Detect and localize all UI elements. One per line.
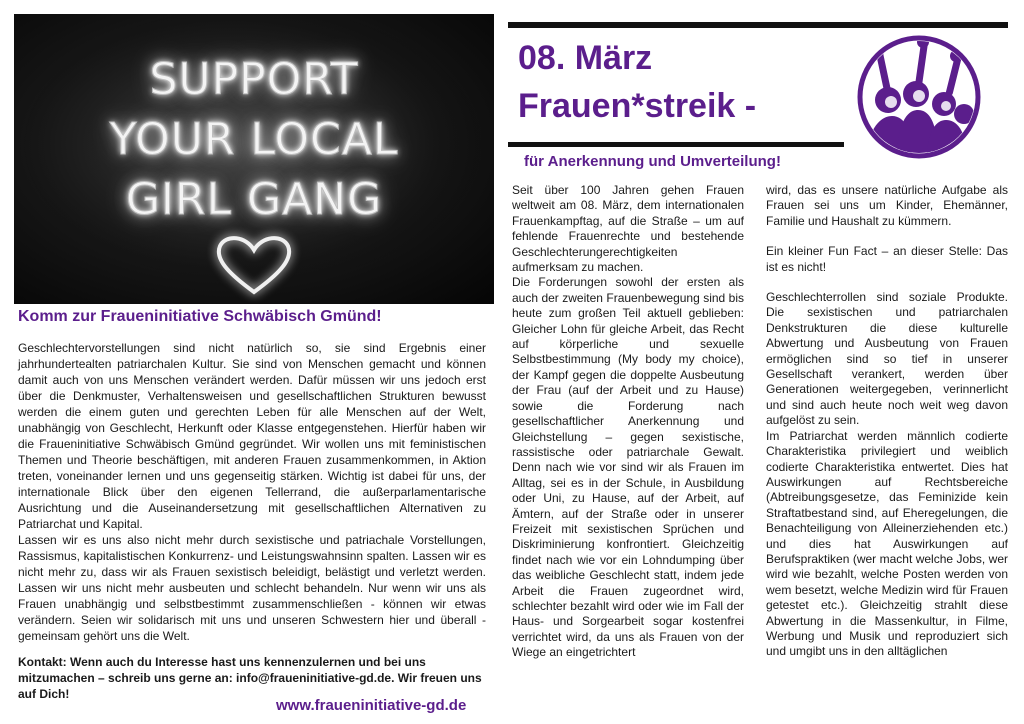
right-column bbox=[766, 183, 1008, 660]
neon-text-line-2: YOUR LOCAL bbox=[109, 114, 399, 165]
contact-text: Kontakt: Wenn auch du Interesse hast uns kennenzulernen und bei uns mitzumachen – schreib uns gerne an: info@fraueninitiative-gd.de. Wir freuen uns auf Dich! bbox=[18, 655, 482, 701]
website-link[interactable]: www.fraueninitiative-gd.de bbox=[276, 697, 467, 714]
middle-paragraph-1: Seit über 100 Jahren gehen Frauen weltweit am 08. März, dem internationalen Frauenkampftag, auf die Straße – um auf fehlende Frauenrechte und bestehende Geschlechterungerechtigkeiten aufmerksam zu machen. bbox=[512, 183, 744, 275]
neon-heart-icon bbox=[14, 14, 494, 304]
right-paragraph-2: Ein kleiner Fun Fact – an dieser Stelle: Das ist es nicht! bbox=[766, 244, 1008, 274]
right-paragraph-3: Geschlechterrollen sind soziale Produkte. Die sexistischen und patriarchalen Denkstrukturen die diese kulturelle Abwertung und Ausbeutung von Frauen ermöglichen sind so tief in unserer Gesellschaft verankert, werden über Generationen weitergegeben, verinnerlicht und sind auch heute noch weit weg davon aufgelöst zu sein. bbox=[766, 290, 1008, 428]
page-title bbox=[518, 34, 756, 130]
middle-column bbox=[512, 183, 744, 661]
title-line-1: 08. März bbox=[518, 39, 653, 77]
left-paragraph-2: Lassen wir es uns also nicht mehr durch sexistische und patriachale Vorstellungen, Rassismus, kapitalistischen Konkurrenz- und Leistungswahnsinn spalten. Lassen wir es nicht mehr zu, dass wir als Frauen sexistisch beleidigt, belästigt und verletzt werden. Lassen wir uns nicht mehr ausbeuten und schlecht behandeln. Nur wenn wir uns als Frauen unabhängig und selbstbestimmt zusammenschließen - können wir etwas verändern. Seien wir solidarisch mit uns und unseren Schwestern hier und überall - gemeinsam gehört uns die Welt. bbox=[18, 533, 486, 643]
neon-text-line-1: SUPPORT bbox=[149, 54, 359, 105]
top-rule bbox=[508, 22, 1008, 28]
left-body bbox=[18, 340, 486, 644]
raised-fists-women-logo bbox=[846, 34, 992, 160]
left-heading: Komm zur Fraueninitiative Schwäbisch Gmünd! bbox=[18, 308, 382, 325]
middle-paragraph-2: Die Forderungen sowohl der ersten als auch der zweiten Frauenbewegung sind bis heute zum großen Teil aktuell geblieben: Gleicher Lohn für gleiche Arbeit, das Recht auf körperliche und sexuelle Selbstbestimmung (My body my choice), der Kampf gegen die doppelte Ausbeutung der Frau (auf der Arbeit und zu Hause) sowie die Forderung nach gesellschaftlicher Anerkennung und Gleichstellung – gegen sexistische, rassistische oder patriarchale Gewalt. Denn nach wie vor sind wir als Frauen im Alltag, sei es in der Schule, in Ausbildung oder Uni, zu Hause, auf der Arbeit, auf Ämtern, auf der Straße oder in unserer Freizeit mit sexistischen Sprüchen und Diskriminierung konfrontiert. Gleichzeitig findet nach wie vor ein Lohndumping über das weibliche Geschlecht statt, indem jede Arbeit die Frauen zugeordnet wird, schlechter bezahlt wird oder wie im Fall der Haus- und Sorgearbeit sogar kostenfrei verrichtet wird, da uns als Frauen von der Wiege an eingetrichtert bbox=[512, 275, 744, 660]
right-paragraph-1: wird, das es unsere natürliche Aufgabe als Frauen sei uns um Kinder, Ehemänner, Familie und Haushalt zu kümmern. bbox=[766, 183, 1008, 228]
subtitle: für Anerkennung und Umverteilung! bbox=[524, 153, 781, 170]
left-paragraph-1: Geschlechtervorstellungen sind nicht natürlich so, sie sind Ergebnis einer jahrhundertealten patriarchalen Kultur. Sie sind von Menschen gemacht und können damit auch von uns Menschen verändert werden. Dafür müssen wir uns jedoch erst über die Denkmuster, Verhaltensweisen und gesellschaftlichen Strukturen bewusst werden die einem guten und gerechten Leben für alle Menschen auf der Welt, unabhängig von Geschlecht, Herkunft oder Klasse entgegenstehen. Hierfür haben wir die Fraueninitiative Schwäbisch Gmünd gegründet. Wir wollen uns mit feministischen Themen und Theorie beschäftigen, mit anderen Frauen zusammenkommen, in Aktion treten, voneinander lernen und uns gegenseitig stärken. Wichtig ist dabei für uns, der internationale Blick über den eigenen Tellerrand, die außerparlamentarische Ausrichtung und die Auseinandersetzung mit gesellschaftlichen Alternativen zu Patriarchat und Kapital. bbox=[18, 341, 486, 531]
neon-text-line-3: GIRL GANG bbox=[125, 174, 383, 225]
right-paragraph-4: Im Patriarchat werden männlich codierte Charakteristika privilegiert und weiblich codierte Charakteristika entwertet. Dies hat Auswirkungen auf Rechtsbereiche (Abtreibungsgesetze, das Feminizide kein Straftatbestand sind, auf Eheregelungen, die Benachteiligung von Alleinerziehenden etc.) und dies hat Auswirkungen auf Berufspraktiken (wer macht welche Jobs, wer wird wie bezahlt, welche Posten werden von wem besetzt, welche Medizin wird für Frauen getestet etc.). Gleichzeitig strahlt diese Abwertung in die Massenkultur, in Filme, Werbung und Musik und reproduziert sich und umgibt uns in den alltäglichen bbox=[766, 428, 1008, 659]
title-line-2: Frauen*streik - bbox=[518, 87, 757, 125]
neon-sign-photo bbox=[14, 14, 494, 304]
middle-rule bbox=[508, 142, 844, 147]
